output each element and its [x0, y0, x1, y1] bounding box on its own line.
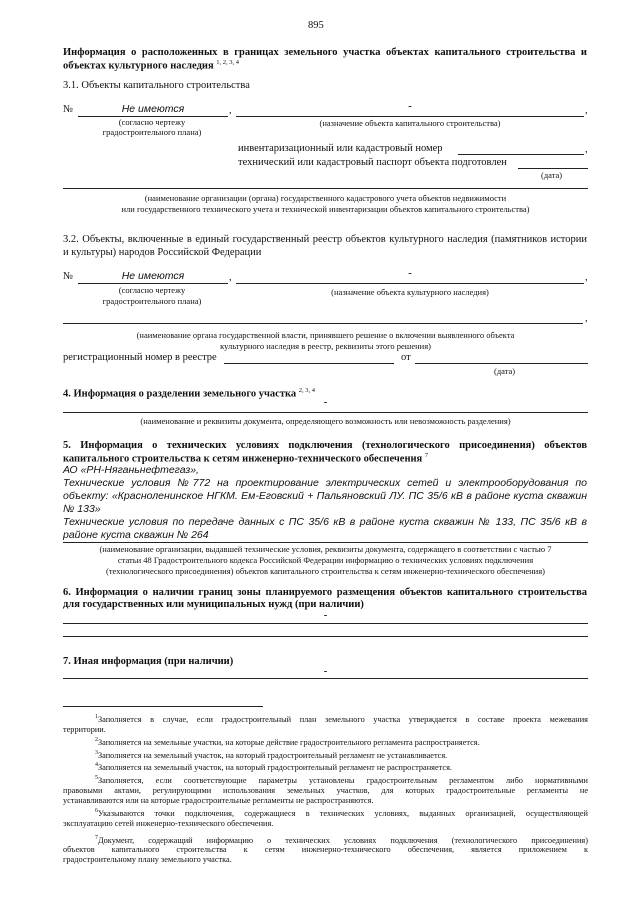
reg-date-caption: (дата): [494, 366, 516, 376]
section-5-heading: 5. Информация о технических условиях подключения (технологического присоединения) объектов: [63, 440, 587, 451]
date-caption: (дата): [541, 170, 563, 180]
cultural-purpose-line: [236, 283, 584, 284]
tech-cond-line-2: объекту: «Красноленинское НГКМ. Ем-Еговский + Пальяновский ЛУ. ПС 35/6 кВ в районе куста скважин: [63, 490, 587, 502]
division-doc-line: [63, 412, 588, 413]
number-label-2: №: [63, 271, 74, 282]
section-6-line-1: [63, 623, 588, 624]
footnote-separator: [63, 706, 263, 707]
org-caption-2: или государственного технического учета и технической инвентаризации объектов капитального строительства): [121, 204, 530, 214]
comma-inventory: ,: [585, 144, 588, 155]
tech-cond-line-5: районе куста скважин № 264: [63, 529, 209, 541]
reg-number-label: регистрационный номер в реестре: [63, 352, 217, 363]
purpose-value: -: [408, 101, 412, 112]
footnote-6-cont: эксплуатацию сетей инженерно-технического обеспечения.: [63, 818, 274, 828]
section-6-heading-line2: для государственных или муниципальных нужд (при наличии): [63, 599, 364, 610]
per-drawing-caption-4: градостроительного плана): [102, 296, 202, 306]
tech-cond-caption-1: (наименование организации, выдавшей технические условия, реквизиты документа, содержащего в соответствии с частью 7: [99, 544, 552, 554]
comma-2-end: ,: [585, 272, 588, 283]
number-label: №: [63, 104, 74, 115]
inventory-number-line: [458, 154, 584, 155]
tech-cond-line-4: Технические условия по передаче данных с ПС 35/6 кВ в районе куста скважин № 133, ПС 35/6 кВ в: [63, 516, 587, 528]
authority-line: [63, 323, 583, 324]
footnote-5-cont-2: устанавливаются или на которые градостроительные регламенты не распространяются.: [63, 795, 374, 805]
section-5-heading-line2: капитального строительства к сетям инженерно-технического обеспечения $^7$: [63, 452, 429, 465]
footnote-2: $^2$Заполняется на земельные участки, на которые действие градостроительного регламента распространяется.: [95, 736, 480, 747]
section-7-value: -: [323, 666, 328, 677]
per-drawing-caption: (согласно чертежу: [118, 117, 186, 127]
org-name-line: [63, 188, 588, 189]
comma-authority: ,: [585, 313, 588, 324]
per-drawing-caption-3: (согласно чертежу: [118, 285, 186, 295]
comma: ,: [229, 105, 232, 116]
footnote-6: $^6$Указываются точки подключения, содержащиеся в технических условиях, выданных организацией, осуществляющей: [95, 807, 588, 818]
cultural-purpose-value: -: [408, 268, 412, 279]
authority-caption-1: (наименование органа государственной власти, принявшего решение о включении выявленного объекта: [136, 330, 515, 340]
cultural-purpose-caption: (назначение объекта культурного наследия): [331, 287, 489, 297]
subsection-3-2-title-line2: и культуры) народов Российской Федерации: [63, 247, 262, 258]
reg-number-line: [224, 363, 394, 364]
comma-end: ,: [585, 105, 588, 116]
section-6-line-2: [63, 636, 588, 637]
section-6-value: -: [323, 610, 328, 621]
section-3-heading: Информация о расположенных в границах земельного участка объектах капитального строительства и: [63, 47, 587, 58]
footnote-4: $^4$Заполняется на земельный участок, на который градостроительный регламент не распространяется.: [95, 762, 452, 773]
tech-passport-date-line: [518, 168, 588, 169]
footnote-7-cont: объектов капитального строительства к сетям инженерно-технического обеспечения, является приложением к: [63, 845, 588, 855]
division-doc-value: -: [323, 397, 328, 408]
footnote-5-cont: правовыми актами, регулирующими использования земельных участков, для которых градостроительные регламенты не: [63, 785, 588, 795]
authority-caption-2: культурного наследия в реестр, реквизиты этого решения): [220, 341, 431, 351]
section-6-heading: 6. Информация о наличии границ зоны планируемого размещения объектов капитального строительства: [63, 587, 587, 598]
subsection-3-2-title: 3.2. Объекты, включенные в единый государственный реестр объектов культурного наследия (памятников истории: [63, 234, 587, 245]
comma-2: ,: [229, 272, 232, 283]
number-field-line-2: [78, 283, 228, 284]
tech-cond-caption-3: (технологического присоединения) объектов капитального строительства к сетям инженерно-технического обеспечения): [106, 566, 545, 576]
footnote-5: $^5$Заполняется, если соответствующие параметры установлены градостроительным регламентом либо нормативными: [95, 775, 588, 785]
page-number: 895: [308, 20, 324, 31]
footnote-1: $^1$Заполняется в случае, если градостроительный план земельного участка утверждается в составе проекта межевания: [95, 714, 588, 724]
footnote-3: $^3$Заполняется на земельный участок, на который градостроительный регламент не устанавливается.: [95, 749, 448, 760]
number-value-2: Не имеются: [121, 270, 185, 282]
footnote-7: $^7$Документ, содержащий информацию о технических условиях подключения (технологического присоединения): [95, 834, 588, 845]
subsection-3-1-title: 3.1. Объекты капитального строительства: [63, 80, 250, 91]
purpose-field-line: [236, 116, 584, 117]
inventory-number-label: инвентаризационный или кадастровый номер: [238, 143, 443, 154]
tech-cond-line-1: Технические условия №772 на проектирование электрических сетей и электрооборудования по: [63, 477, 587, 489]
org-caption-1: (наименование организации (органа) государственного кадастрового учета объектов недвижимости: [144, 193, 507, 203]
footnote-1-cont: территории.: [63, 724, 106, 734]
section-7-heading: 7. Иная информация (при наличии): [63, 656, 234, 667]
tech-cond-org: АО «РН-Няганьнефтегаз»,: [63, 464, 199, 476]
tech-passport-label: технический или кадастровый паспорт объекта подготовлен: [238, 157, 507, 168]
division-doc-caption: (наименование и реквизиты документа, определяющего возможность или невозможность разделения): [140, 416, 511, 426]
tech-cond-caption-2: статьи 48 Градостроительного кодекса Российской Федерации информацию о технических условиях подключения: [117, 555, 534, 565]
reg-date-line: [415, 363, 588, 364]
from-label: от: [401, 352, 411, 363]
tech-cond-line-3: № 133»: [63, 503, 101, 515]
per-drawing-caption-2: градостроительного плана): [102, 127, 202, 137]
footnotes: [63, 712, 588, 865]
footnote-7-cont-2: градостроительному плану земельного участка.: [63, 855, 232, 865]
tech-cond-underline: [63, 542, 588, 543]
section-7-line-1: [63, 678, 588, 679]
section-3-heading-line2: объектах культурного наследия $^{1, 2, 3, 4}$: [63, 59, 239, 72]
section-4-heading: 4. Информация о разделении земельного участка $^{2, 3, 4}$: [63, 387, 316, 400]
number-value: Не имеются: [121, 103, 185, 115]
purpose-caption: (назначение объекта капитального строительства): [319, 118, 501, 128]
